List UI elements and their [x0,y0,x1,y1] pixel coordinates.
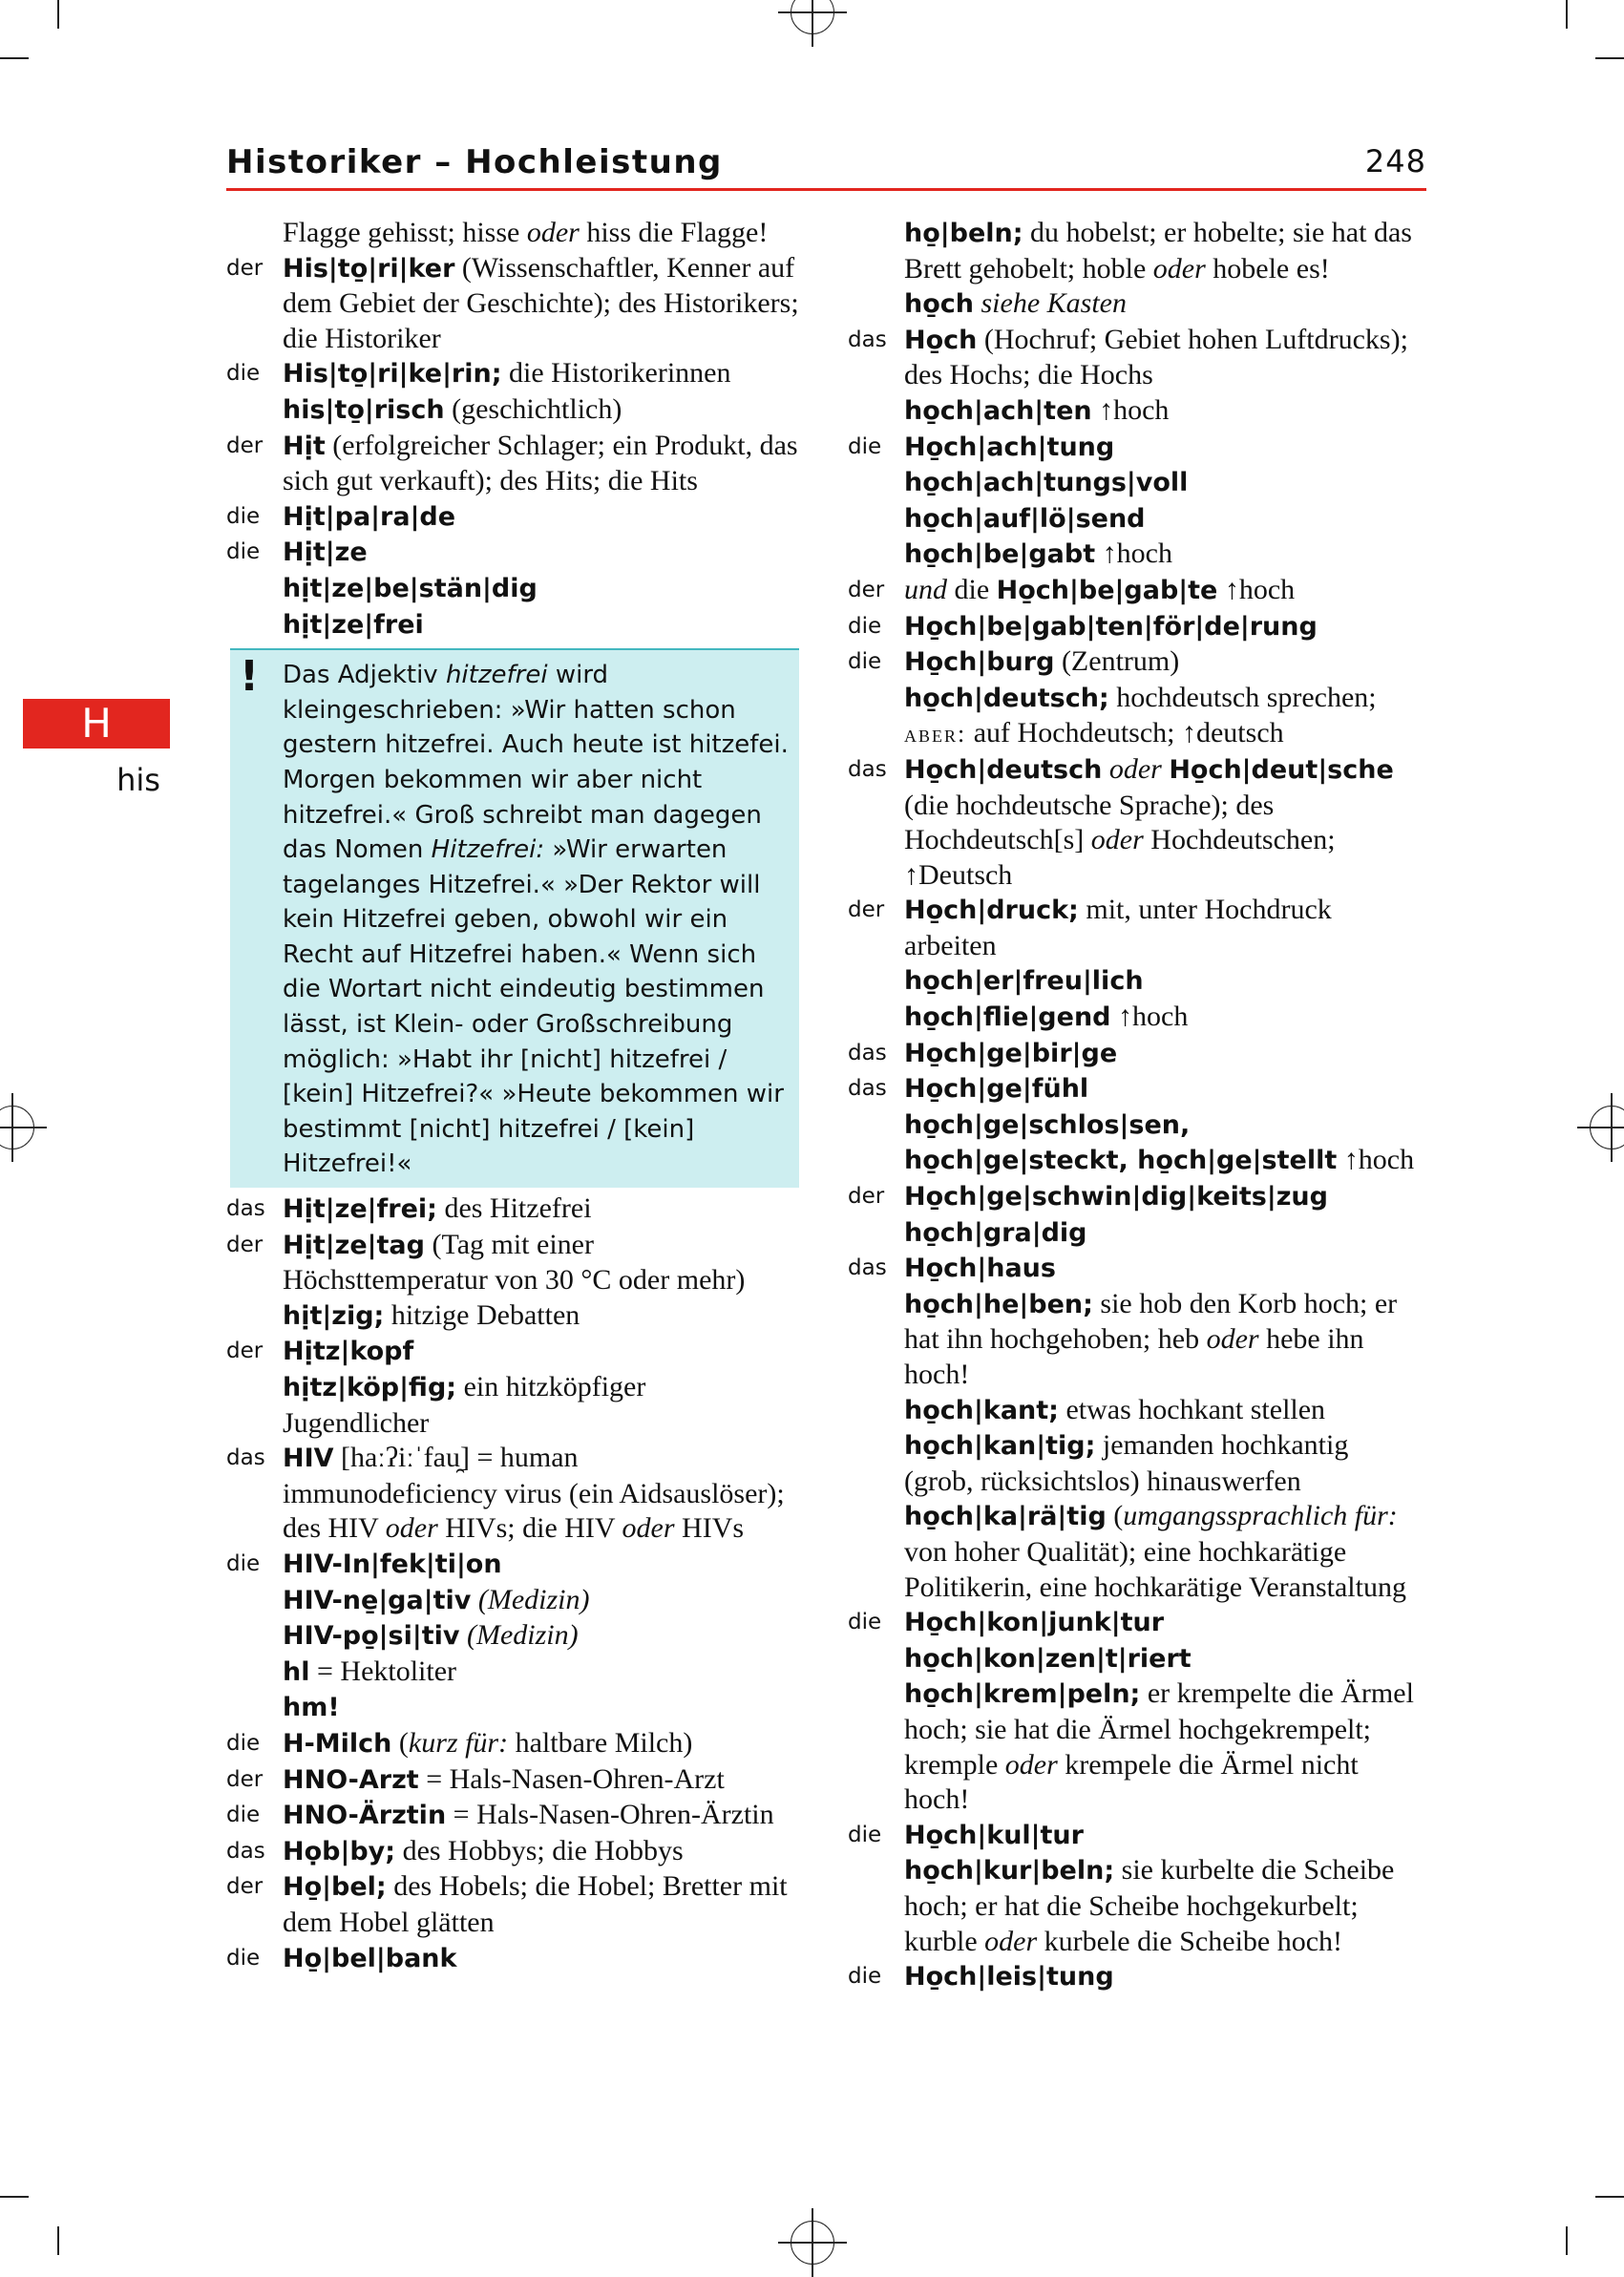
entry-headword: ho̱ch|he|ben; [904,1289,1093,1319]
entry-headword: Ho̱ch|be|gab|ten|för|de|rung [904,611,1318,642]
page-number: 248 [1364,143,1426,179]
entry-article: die [226,361,261,387]
entry-article: die [848,1964,882,1990]
entry-definition: ↑hoch [1091,393,1170,426]
crop-mark [1595,2196,1624,2198]
entry-headword: HNO-Ärztin [283,1801,447,1831]
dictionary-entry [226,1726,799,1762]
dictionary-entry [226,1798,799,1834]
entry-headword: His|to̱|ri|ker [283,253,455,284]
right-entries [848,216,1421,1995]
entry-headword: Ho̱ch|druck; [904,896,1079,926]
entry-headword: ho̱ch|kan|tig; [904,1431,1096,1462]
entry-definition: (kurz für: haltbare Milch) [391,1726,693,1759]
entry-definition: des Hitzefrei [436,1192,592,1225]
entry-definition: (Tag mit einer Höchsttemperatur von 30 °C oder mehr) [283,1228,746,1297]
registration-mark-right [1590,1106,1624,1149]
dictionary-entry [226,429,799,499]
entry-headword: Ho̱ch|leis|tung [904,1962,1114,1992]
dictionary-entry [848,1287,1421,1393]
entry-article: die [848,1822,882,1847]
entry-headword: HIV-In|fek|ti|on [283,1549,502,1579]
entry-headword: his|to̱|risch [283,394,445,425]
crop-mark [0,2196,29,2198]
registration-mark-left [0,1106,34,1149]
dictionary-entry [848,1393,1421,1429]
entry-definition: die Historikerinnen [501,357,731,390]
dictionary-entry [226,1941,799,1977]
exclamation-icon: ! [240,652,260,702]
entry-definition: mit, unter Hochdruck arbeiten [904,894,1332,961]
entry-definition: (erfolgreicher Schlager; ein Produkt, das sich gut verkauft); des Hits; die Hits [283,429,798,497]
thumb-index-range: his [116,762,160,798]
info-box [230,648,799,1188]
dictionary-entry [226,1298,799,1335]
entry-headword: ho̱ch|be|gabt [904,539,1096,570]
entry-headword: ho̱|beln; [904,219,1023,248]
dictionary-entry [848,216,1421,286]
dictionary-entry [226,571,799,607]
dictionary-entry [848,1641,1421,1677]
entry-article: das [848,1040,887,1065]
dictionary-entry [848,1107,1421,1179]
dictionary-entry [226,1191,799,1228]
dictionary-entry [848,1605,1421,1641]
entry-headword: Ho̱ch|deutsch [904,754,1103,785]
crop-mark [1566,0,1568,29]
entry-headword: Hịt|ze|tag [283,1230,425,1260]
entry-article: der [226,1339,264,1364]
dictionary-entry [226,1547,799,1583]
entry-article: die [848,649,882,675]
page-header [226,143,1426,181]
entry-headword: Ho̱ch|kon|junk|tur [904,1608,1165,1638]
entry-definition: (Zentrum) [1054,645,1180,678]
header-rule [226,188,1426,191]
dictionary-entry [848,323,1421,393]
entry-headword: Họb|by; [283,1836,396,1866]
entry-headword: ho̱ch|ka|rä|tig [904,1502,1107,1532]
dictionary-entry [848,644,1421,681]
dictionary-entry [848,1853,1421,1959]
dictionary-entry [848,1071,1421,1107]
dictionary-entry [226,1869,799,1940]
entry-headword: ho̱ch|ach|tungs|voll [904,468,1189,498]
right-column [848,216,1421,1995]
entry-headword: Ho̱ch|haus [904,1254,1056,1284]
entry-definition: etwas hochkant stellen [1058,1393,1326,1425]
dictionary-entry [848,501,1421,538]
entry-article: das [848,756,887,782]
dictionary-entry [226,499,799,536]
entry-article: der [226,1766,264,1792]
entry-definition: du hobelst; er hobelte; sie hat das Brett gehobelt; hoble oder hobele es! [904,217,1412,285]
entry-headword: hịtz|köp|fig; [283,1373,457,1402]
entry-article: der [848,1184,885,1210]
entry-article: der [848,577,885,602]
dictionary-entry [848,1251,1421,1287]
entry-headword: ho̱ch|kant; [904,1395,1059,1425]
dictionary-entry [848,286,1421,323]
dictionary-entry [226,1762,799,1799]
entry-headword: hịt|zig; [283,1300,385,1331]
entry-article: das [848,327,887,352]
left-entries-after [226,1191,799,1976]
entry-headword: ho̱ch|auf|lö|send [904,503,1146,534]
entry-definition: hochdeutsch sprechen; aber: auf Hochdeutsch; ↑deutsch [904,681,1377,749]
dictionary-entry [848,393,1421,430]
entry-definition: ↑hoch [1110,1001,1189,1033]
dictionary-entry [848,537,1421,573]
dictionary-entry [226,356,799,392]
crop-mark [57,0,59,29]
crop-mark [1566,2226,1568,2255]
entry-article: die [226,1550,261,1576]
entry-definition: ↑hoch [1337,1144,1415,1176]
entry-article: der [226,1232,264,1257]
dictionary-entry [848,1428,1421,1499]
dictionary-entry [226,216,799,251]
dictionary-entry [848,1036,1421,1072]
entry-article: der [226,1874,264,1900]
entry-headword: Hịt|ze [283,538,368,568]
dictionary-entry [226,1834,799,1870]
entry-headword: Ho̱|bel|bank [283,1943,457,1973]
entry-headword: hịt|ze|frei [283,609,424,640]
entry-headword: hịt|ze|be|stän|dig [283,573,538,603]
entry-article: die [226,1803,261,1828]
registration-mark-bottom [791,2221,834,2265]
entry-headword: HIV-po̱|si|tiv [283,1621,460,1652]
entry-headword: Hịt|pa|ra|de [283,501,456,532]
entry-article: die [848,433,882,459]
entry-headword: HIV-ne̱|ga|tiv [283,1585,472,1615]
entry-headword: ho̱ch|gra|dig [904,1217,1087,1248]
dictionary-entry [226,1370,799,1441]
dictionary-entry [848,573,1421,609]
entry-article: das [226,1196,265,1222]
entry-definition: oder Ho̱ch|deut|sche (die hochdeutsche Sprache); des Hochdeutsch[s] oder Hochdeutschen; ↑Deutsch [904,752,1394,891]
entry-headword: H-Milch [283,1728,392,1759]
entry-article: das [226,1445,265,1471]
entry-article: die [848,1610,882,1635]
entry-definition: [haːʔiːˈfau̯] = human immunodeficiency virus (ein Aidsauslöser); des HIV oder HIVs; die HIV oder HIVs [283,1442,785,1545]
dictionary-entry [848,1179,1421,1215]
left-column [226,216,799,1976]
dictionary-entry [848,1959,1421,1995]
dictionary-entry [848,1676,1421,1817]
entry-article: der [226,255,264,281]
dictionary-entry [848,609,1421,645]
entry-definition: er krempelte die Ärmel hoch; sie hat die Ärmel hochgekrempelt; kremple oder krempele die Ärmel nicht hoch! [904,1677,1414,1816]
entry-definition: = Hals-Nasen-Ohren-Arzt [418,1762,725,1795]
entry-headword: ho̱ch|ge|schlos|sen, ho̱ch|ge|steckt, ho̱ch|ge|stellt [904,1109,1338,1176]
dictionary-entry [226,1228,799,1298]
dictionary-entry [226,607,799,643]
entry-headword: ho̱ch|er|freu|lich [904,966,1144,997]
entry-definition: jemanden hochkantig (grob, rücksichtslos) hinauswerfen [904,1429,1349,1497]
dictionary-entry [226,1441,799,1547]
dictionary-entry [226,535,799,571]
entry-headword: Ho̱|bel; [283,1872,387,1903]
entry-definition: (Medizin) [477,1583,590,1615]
entry-article: das [226,1838,265,1864]
entry-headword: Ho̱ch|ge|fühl [904,1074,1089,1105]
entry-definition: (umgangssprachlich für: von hoher Qualität); eine hochkarätige Politikerin, eine hochkarätige Veranstaltung [904,1500,1406,1603]
entry-headword: Ho̱ch|kul|tur [904,1820,1084,1850]
entry-definition: siehe Kasten [981,287,1127,320]
entry-definition: des Hobels; die Hobel; Bretter mit dem Hobel glätten [283,1870,788,1938]
dictionary-entry [226,1690,799,1726]
dictionary-entry [848,430,1421,466]
dictionary-entry [226,1655,799,1691]
entry-definition: (Hochruf; Gebiet hohen Luftdrucks); des Hochs; die Hochs [904,323,1408,391]
entry-definition: = Hektoliter [309,1655,457,1687]
dictionary-entry [848,893,1421,963]
dictionary-entry [848,1499,1421,1605]
entry-definition: des Hobbys; die Hobbys [395,1834,684,1866]
dictionary-entry [226,251,799,357]
entry-article: das [848,1255,887,1281]
dictionary-entry [848,1215,1421,1252]
entry-article: der [848,897,885,923]
entry-headword: Hịt [283,431,326,461]
dictionary-entry [226,392,799,429]
entry-headword: Ho̱ch|ge|bir|ge [904,1038,1118,1068]
entry-definition: hitzige Debatten [384,1298,580,1331]
entry-article: das [848,1076,887,1102]
entry-headword: Ho̱ch|burg [904,647,1055,678]
entry-headword: ho̱ch|kur|beln; [904,1856,1115,1887]
entry-headword: ho̱ch|kon|zen|t|riert [904,1643,1192,1674]
dictionary-entry [848,1818,1421,1854]
crop-mark [57,2226,59,2255]
entry-headword: Ho̱ch|ge|schwin|dig|keits|zug [904,1182,1328,1212]
entry-headword: ho̱ch|krem|peln; [904,1679,1141,1710]
thumb-index-letter: H [23,699,170,748]
dictionary-entry [848,752,1421,893]
entry-headword: Ho̱ch|ach|tung [904,432,1115,462]
entry-article: die [226,1945,261,1971]
dictionary-entry [226,1583,799,1619]
entry-headword: HNO-Arzt [283,1764,419,1795]
entry-headword: Hịtz|kopf [283,1337,414,1367]
entry-definition: sie hob den Korb hoch; er hat ihn hochgehoben; heb oder hebe ihn hoch! [904,1287,1398,1390]
entry-definition: = Hals-Nasen-Ohren-Ärztin [446,1799,774,1831]
dictionary-entry [848,465,1421,501]
entry-definition: (geschichtlich) [444,392,622,425]
entry-definition: und die Ho̱ch|be|gab|te ↑hoch [904,573,1296,605]
entry-headword: hm! [283,1693,340,1723]
entry-headword: ho̱ch|flie|gend [904,1002,1111,1033]
entry-headword: ho̱ch|deutsch; [904,683,1109,713]
left-entries [226,216,799,643]
entry-article: der [226,432,264,458]
entry-definition: (Wissenschaftler, Kenner auf dem Gebiet der Geschichte); des Historikers; die Historiker [283,251,799,354]
entry-definition: sie kurbelte die Scheibe hoch; er hat die Scheibe hochgekurbelt; kurble oder kurbele die Scheibe hoch! [904,1854,1395,1957]
dictionary-entry [848,681,1421,752]
crop-mark [1595,57,1624,59]
entry-headword: Hịt|ze|frei; [283,1194,437,1225]
entry-article: die [226,539,261,565]
running-title: Historiker – Hochleistung [226,143,723,181]
dictionary-entry [226,1334,799,1370]
entry-definition: (Medizin) [466,1619,579,1652]
crop-mark [0,57,29,59]
entry-article: die [226,1730,261,1756]
dictionary-entry [848,1000,1421,1036]
entry-definition: ↑hoch [1095,538,1172,570]
entry-article: die [226,503,261,529]
entry-headword: hl [283,1656,310,1687]
entry-definition: ein hitzköpfiger Jugendlicher [283,1371,646,1439]
entry-article: die [848,613,882,639]
info-box-text: Das Adjektiv hitzefrei wird kleingeschrieben: »Wir hatten schon gestern hitzefrei. Auch heute ist hitzefei. Morgen bekommen wir aber nicht hitzefrei.« Groß schreibt man dagegen das Nomen Hitzefrei: »Wir erwarten tagelanges Hitzefrei.« »Der Rektor will kein Hitzefrei geben, obwohl wir ein Recht auf Hitzefrei haben.« Wenn sich die Wortart nicht eindeutig bestimmen lässt, ist Klein- oder Großschreibung möglich: »Habt ihr [nicht] hitzefrei / [kein] Hitzefrei?« »Heute bekommen wir bestimmt [nicht] hitzefrei / [kein] Hitzefrei!« [283,661,789,1179]
entry-headword: ho̱ch|ach|ten [904,395,1092,426]
dictionary-entry [848,963,1421,1000]
dictionary-entry [226,1618,799,1655]
entry-definition: Flagge gehisst; hisse oder hiss die Flagge! [283,217,769,248]
entry-headword: His|to̱|ri|ke|rin; [283,359,502,390]
entry-headword: Ho̱ch [904,325,978,355]
entry-headword: ho̱ch [904,289,974,320]
registration-mark-top [791,0,834,34]
entry-headword: HIV [283,1444,334,1474]
